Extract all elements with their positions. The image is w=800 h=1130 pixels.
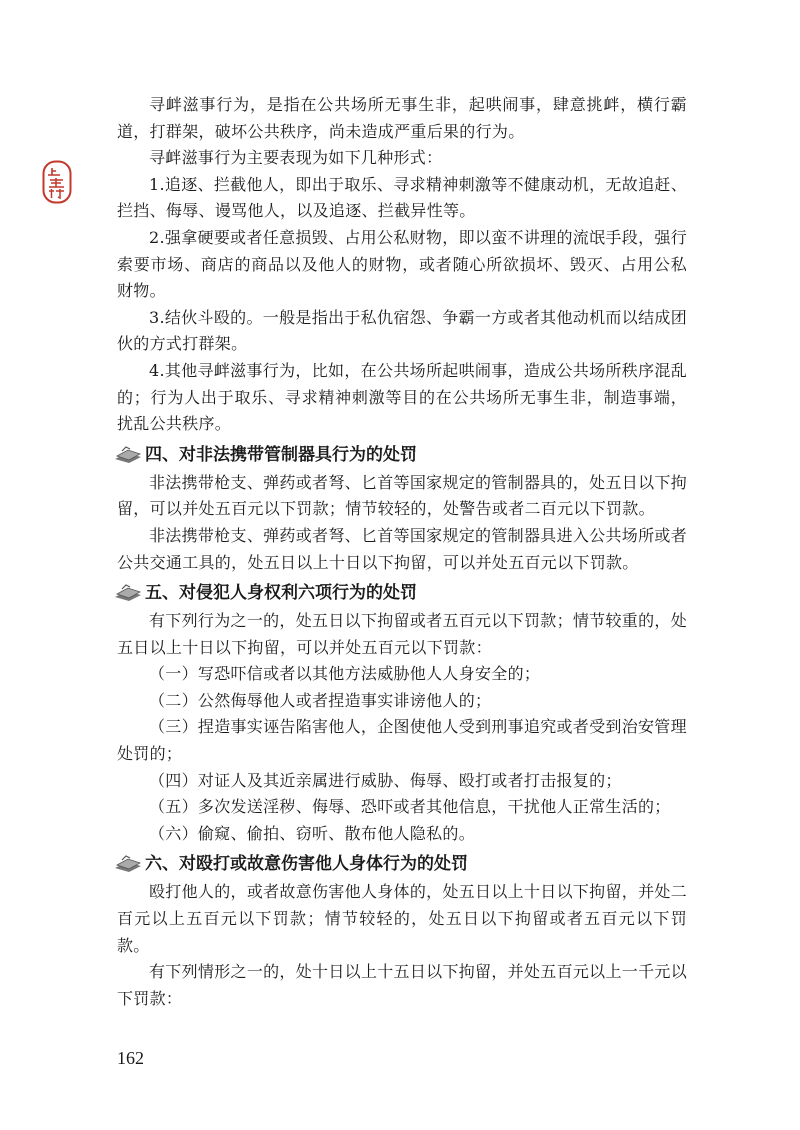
paragraph: 寻衅滋事行为主要表现为如下几种形式：: [149, 148, 443, 168]
paragraph: 寻衅滋事行为，是指在公共场所无事生非，起哄闹事，肆意挑衅，横行霸道，打群架，破坏公共秩序，尚未造成严重后果的行为。: [117, 95, 687, 141]
page-number: 162: [117, 1048, 144, 1068]
page-body: [117, 92, 687, 1012]
paragraph: 2.强拿硬要或者任意损毁、占用公私财物，即以蛮不讲理的流氓手段，强行索要市场、商店的商品以及他人的财物，或者随心所欲损坏、毁灭、占用公私财物。: [117, 227, 687, 301]
seal-logo: [42, 160, 72, 204]
paragraph: 3.结伙斗殴的。一般是指出于私仇宿怨、争霸一方或者其他动机而以结成团伙的方式打群架。: [117, 307, 687, 354]
section-title: 四、对非法携带管制器具行为的处罚: [145, 444, 417, 465]
paragraph: 1.追逐、拦截他人，即出于取乐、寻求精神刺激等不健康动机，无故追赶、拦挡、侮辱、谩骂他人，以及追逐、拦截异性等。: [117, 174, 687, 221]
book-icon: [113, 445, 143, 465]
list-item: （四）对证人及其近亲属进行威胁、侮辱、殴打或者打击报复的；: [149, 770, 622, 790]
book-icon: [113, 583, 143, 603]
list-item: （一）写恐吓信或者以其他方法威胁他人人身安全的；: [149, 664, 541, 684]
paragraph: 非法携带枪支、弹药或者弩、匕首等国家规定的管制器具进入公共场所或者公共交通工具的，处五日以上十日以下拘留，可以并处五百元以下罚款。: [117, 525, 687, 572]
section-title: 五、对侵犯人身权利六项行为的处罚: [145, 583, 417, 604]
paragraph: 殴打他人的，或者故意伤害他人身体的，处五日以上十日以下拘留，并处二百元以上五百元以下罚款；情节较轻的，处五日以下拘留或者五百元以下罚款。: [117, 882, 687, 955]
paragraph: 4.其他寻衅滋事行为，比如，在公共场所起哄闹事，造成公共场所秩序混乱的；行为人出于取乐、寻求精神刺激等目的在公共场所无事生非，制造事端，扰乱公共秩序。: [117, 360, 687, 434]
paragraph: 非法携带枪支、弹药或者弩、匕首等国家规定的管制器具的，处五日以下拘留，可以并处五百元以下罚款；情节较轻的，处警告或者二百元以下罚款。: [117, 472, 687, 519]
list-item: （三）捏造事实诬告陷害他人，企图使他人受到刑事追究或者受到治安管理处罚的；: [117, 717, 687, 764]
list-item: （二）公然侮辱他人或者捏造事实诽谤他人的；: [149, 690, 492, 710]
section-heading: [113, 442, 687, 468]
section-heading: [113, 851, 687, 877]
list-item: （六）偷窥、偷拍、窃听、散布他人隐私的。: [149, 823, 476, 843]
section-heading: [113, 580, 687, 606]
paragraph: 有下列情形之一的，处十日以上十五日以下拘留，并处五百元以上一千元以下罚款：: [117, 962, 687, 1008]
section-title: 六、对殴打或故意伤害他人身体行为的处罚: [145, 854, 468, 875]
paragraph: 有下列行为之一的，处五日以下拘留或者五百元以下罚款；情节较重的，处五日以上十日以下拘留，可以并处五百元以下罚款：: [117, 611, 687, 657]
book-icon: [113, 854, 143, 874]
list-item: （五）多次发送淫秽、侮辱、恐吓或者其他信息，干扰他人正常生活的；: [149, 797, 671, 817]
